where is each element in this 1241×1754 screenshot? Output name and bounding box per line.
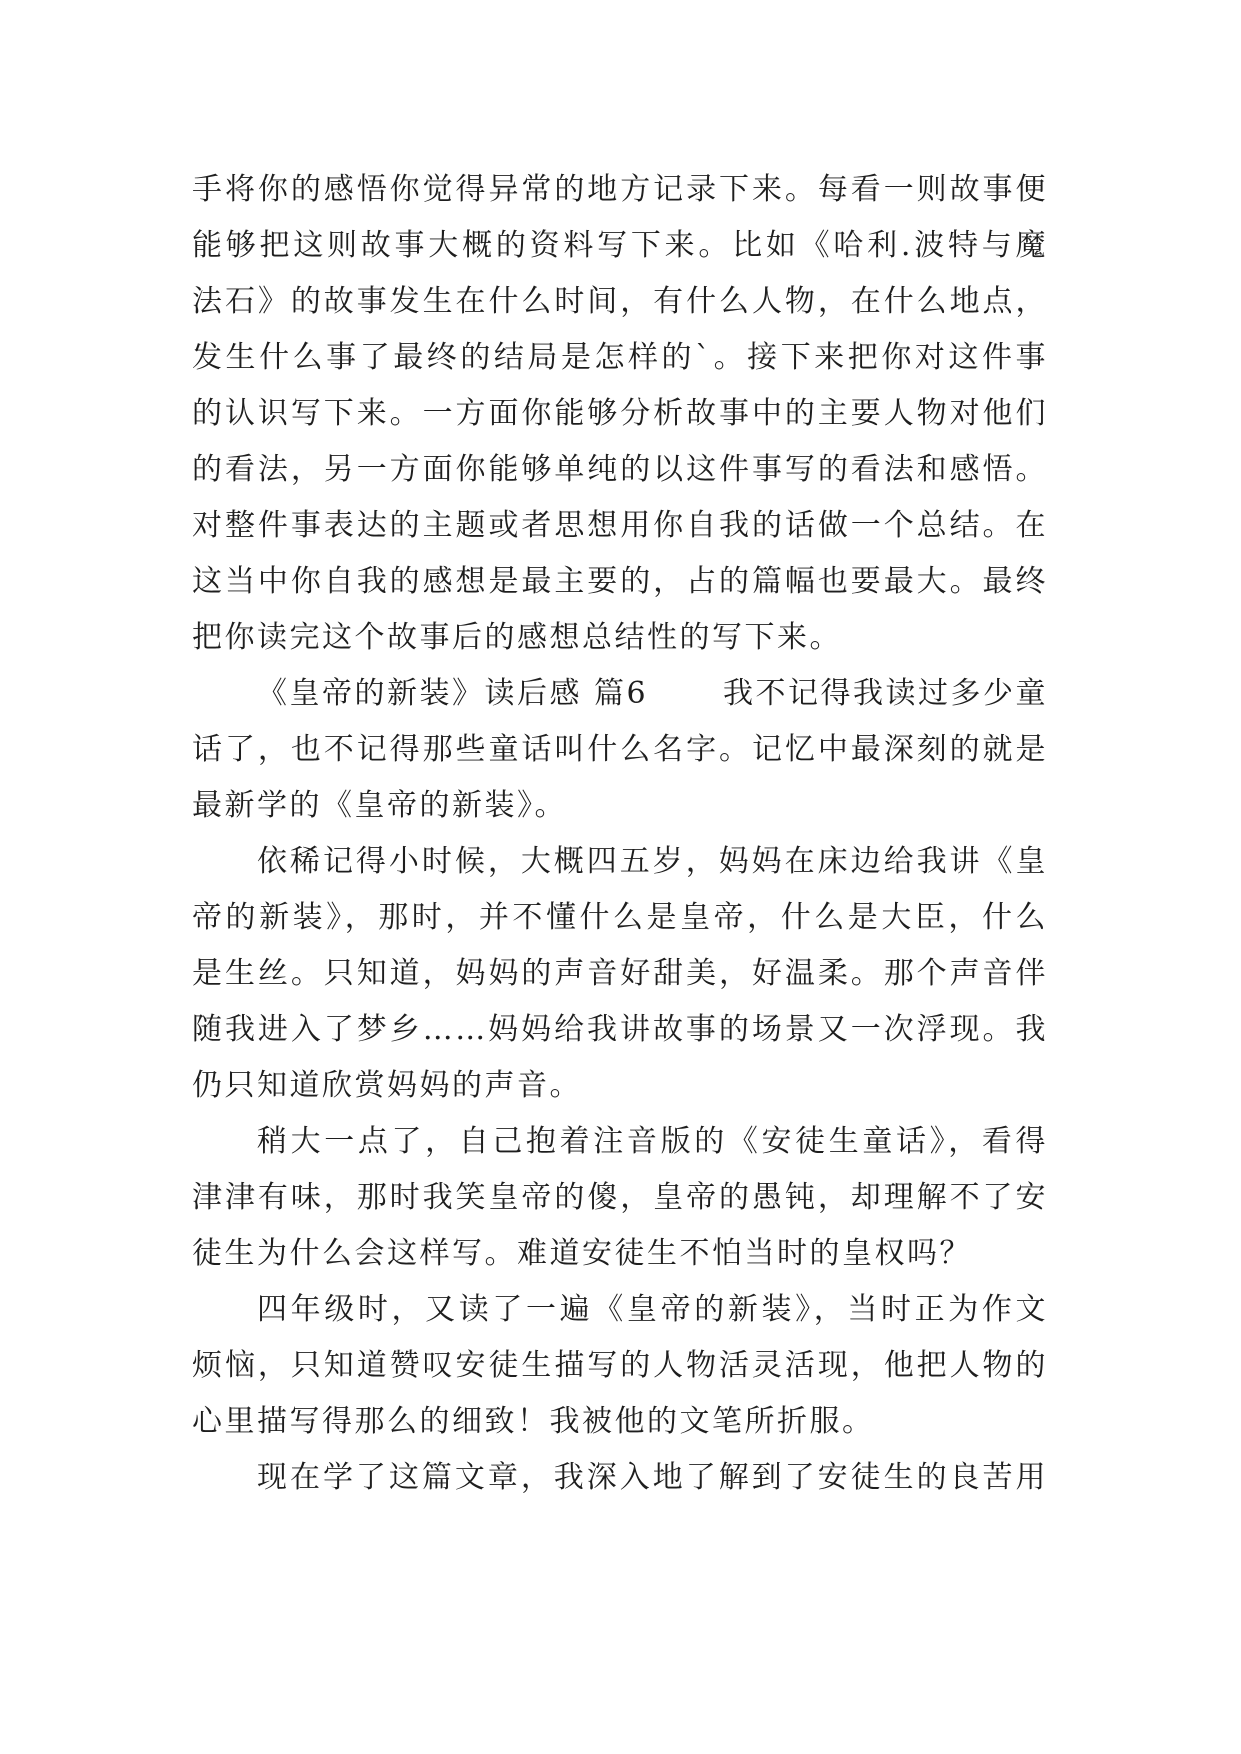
text-line: 仍只知道欣赏妈妈的声音。 [192,1068,582,1103]
document-body [192,162,1048,1506]
text-line: 依稀记得小时候，大概四五岁，妈妈在床边给我讲《皇 [257,844,1048,879]
text-line: 是生丝。只知道，妈妈的声音好甜美，好温柔。那个声音伴 [192,956,1048,991]
paragraph [192,1282,1048,1450]
text-line: 徒生为什么会这样写。难道安徒生不怕当时的皇权吗？ [192,1236,972,1271]
text-line: 这当中你自我的感想是最主要的，占的篇幅也要最大。最终 [192,564,1048,599]
text-line: 发生什么事了最终的结局是怎样的`。接下来把你对这件事 [192,340,1048,375]
text-line: 四年级时，又读了一遍《皇帝的新装》，当时正为作文 [257,1292,1048,1327]
text-line: 的看法，另一方面你能够单纯的以这件事写的看法和感悟。 [192,452,1048,487]
paragraph [192,1450,1048,1506]
text-line: 最新学的《皇帝的新装》。 [192,788,567,823]
paragraph [192,834,1048,1114]
text-line: 随我进入了梦乡……妈妈给我讲故事的场景又一次浮现。我 [192,1012,1048,1047]
section-heading-line [192,666,1048,722]
text-line: 帝的新装》，那时，并不懂什么是皇帝，什么是大臣，什么 [192,900,1048,935]
text-line: 烦恼，只知道赞叹安徒生描写的人物活灵活现，他把人物的 [192,1348,1048,1383]
paragraph [192,1114,1048,1282]
text-line: 的认识写下来。一方面你能够分析故事中的主要人物对他们 [192,396,1048,431]
text-line: 法石》的故事发生在什么时间，有什么人物，在什么地点， [192,284,1048,319]
text-line: 津津有味，那时我笑皇帝的傻，皇帝的愚钝，却理解不了安 [192,1180,1048,1215]
text-line: 我不记得我读过多少童 [723,676,1048,711]
paragraph [192,162,1048,666]
text-line: 手将你的感悟你觉得异常的地方记录下来。每看一则故事便 [192,172,1048,207]
text-line: 现在学了这篇文章，我深入地了解到了安徒生的良苦用 [257,1460,1048,1495]
text-line: 稍大一点了，自己抱着注音版的《安徒生童话》，看得 [257,1124,1048,1159]
text-line: 把你读完这个故事后的感想总结性的写下来。 [192,620,842,655]
text-line: 能够把这则故事大概的资料写下来。比如《哈利.波特与魔 [192,228,1048,263]
section-heading: 《皇帝的新装》读后感 篇6 [257,676,649,711]
paragraph [192,666,1048,834]
text-line: 话了，也不记得那些童话叫什么名字。记忆中最深刻的就是 [192,732,1048,767]
text-line: 对整件事表达的主题或者思想用你自我的话做一个总结。在 [192,508,1048,543]
text-line: 心里描写得那么的细致！我被他的文笔所折服。 [192,1404,875,1439]
